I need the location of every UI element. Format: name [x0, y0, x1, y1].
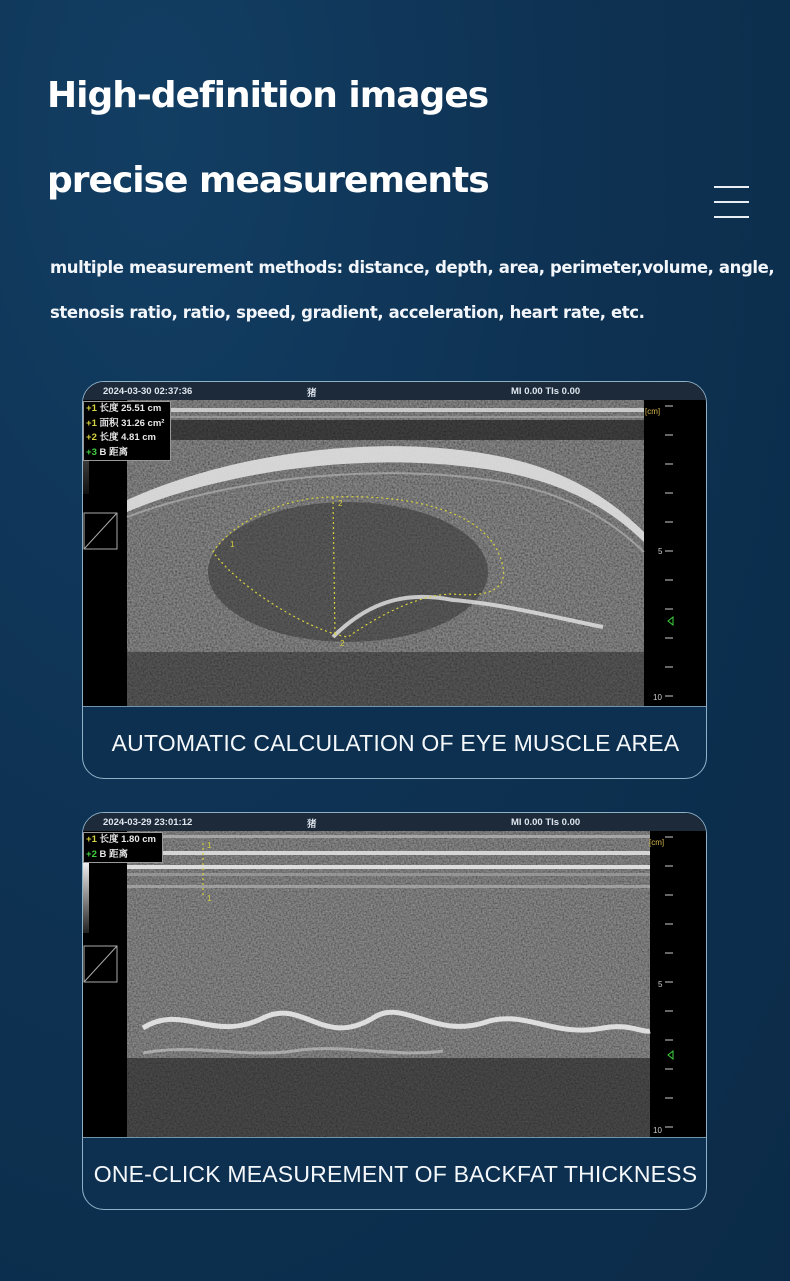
- ultrasound-header: [83, 382, 707, 400]
- measurement-num: 2: [91, 848, 97, 860]
- species-label: 猪: [307, 388, 317, 399]
- measurement-num: 2: [91, 432, 97, 443]
- ultrasound-image-eye-muscle: [83, 382, 707, 706]
- measurement-value: 面积 31.26 cm²: [99, 417, 165, 429]
- ultrasound-header: [83, 813, 707, 831]
- page-title-line-2: precise measurements: [47, 160, 489, 201]
- measurement-num: 1: [91, 834, 97, 845]
- measurement-num: 1: [91, 417, 97, 429]
- measurement-num: 3: [91, 446, 97, 458]
- measurement-value: 长度 1.80 cm: [99, 834, 156, 845]
- unit-label: [cm]: [649, 838, 665, 847]
- scan-datetime: 2024-03-29 23:01:12: [103, 817, 193, 828]
- scale-label-10: 10: [653, 1126, 662, 1135]
- species-label: 猪: [307, 819, 317, 830]
- measurement-panel: +1 长度 25.51 cm +1 面积 31.26 cm² +2 长度 4.81 cm +3 B 距离: [83, 401, 171, 461]
- backfat-card: [82, 812, 707, 1210]
- description-line-2: stenosis ratio, ratio, speed, gradient, acceleration, heart rate, etc.: [50, 303, 645, 322]
- measurement-value: 长度 25.51 cm: [99, 403, 162, 414]
- marker-label: 1: [207, 841, 212, 850]
- eye-muscle-card: [82, 381, 707, 779]
- marker-label: 1: [207, 894, 212, 903]
- scan-datetime: 2024-03-30 02:37:36: [103, 386, 193, 397]
- page-title-line-1: High-definition images: [47, 75, 489, 116]
- marker-label: 1: [230, 540, 235, 549]
- hamburger-menu-icon[interactable]: [714, 186, 749, 220]
- description-line-1: multiple measurement methods: distance, depth, area, perimeter,volume, angle,: [50, 258, 775, 277]
- scale-label-10: 10: [653, 693, 662, 702]
- measurement-value: B 距离: [99, 848, 129, 860]
- mi-tis-readout: MI 0.00 TIs 0.00: [511, 817, 581, 828]
- marker-label: 2: [338, 499, 343, 508]
- card-caption: AUTOMATIC CALCULATION OF EYE MUSCLE AREA: [83, 706, 707, 779]
- card-caption: ONE-CLICK MEASUREMENT OF BACKFAT THICKNESS: [83, 1137, 707, 1210]
- ultrasound-image-backfat: [83, 813, 707, 1137]
- measurement-value: B 距离: [99, 446, 129, 458]
- mi-tis-readout: MI 0.00 TIs 0.00: [511, 386, 581, 397]
- measurement-value: 长度 4.81 cm: [99, 432, 156, 443]
- scale-label-5: 5: [658, 547, 663, 556]
- unit-label: [cm]: [645, 407, 661, 416]
- scale-label-5: 5: [658, 980, 663, 989]
- measurement-num: 1: [91, 403, 97, 414]
- measurement-panel: +1 长度 1.80 cm +2 B 距离: [83, 832, 163, 863]
- marker-label: 2: [340, 639, 345, 648]
